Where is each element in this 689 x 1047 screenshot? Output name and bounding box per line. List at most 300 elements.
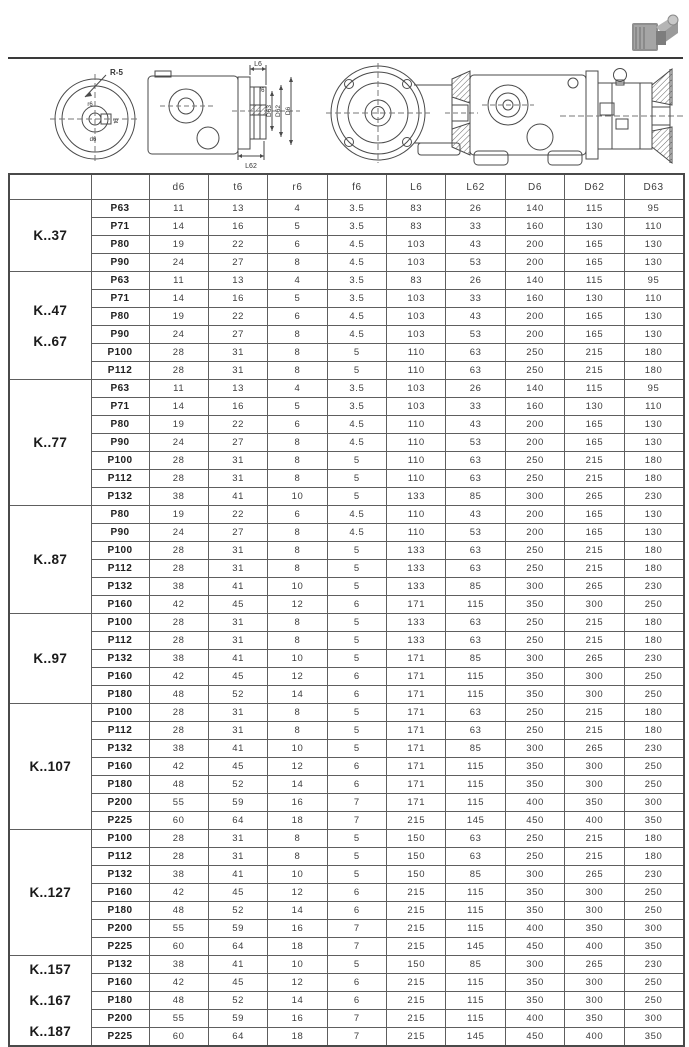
value-cell: 24: [149, 326, 208, 344]
value-cell: 133: [387, 614, 446, 632]
value-cell: 60: [149, 938, 208, 956]
gearmotor-photo-icon: [626, 7, 680, 57]
value-cell: 215: [565, 470, 624, 488]
value-cell: 215: [387, 1010, 446, 1028]
value-cell: 38: [149, 650, 208, 668]
model-cell: P63: [91, 200, 149, 218]
table-row: [9, 452, 684, 470]
table-row: [9, 614, 684, 632]
model-cell: P180: [91, 902, 149, 920]
value-cell: 250: [505, 704, 564, 722]
value-cell: 5: [327, 452, 386, 470]
value-cell: 115: [446, 686, 505, 704]
value-cell: 103: [387, 398, 446, 416]
value-cell: 10: [268, 578, 327, 596]
value-cell: 103: [387, 380, 446, 398]
value-cell: 115: [446, 668, 505, 686]
value-cell: 8: [268, 524, 327, 542]
value-cell: 200: [505, 236, 564, 254]
table-row: [9, 596, 684, 614]
dim-label-D6: D6: [285, 106, 292, 116]
value-cell: 60: [149, 812, 208, 830]
value-cell: 130: [565, 290, 624, 308]
value-cell: 350: [565, 920, 624, 938]
value-cell: 8: [268, 542, 327, 560]
value-cell: 200: [505, 308, 564, 326]
value-cell: 133: [387, 488, 446, 506]
value-cell: 6: [268, 506, 327, 524]
value-cell: 19: [149, 506, 208, 524]
value-cell: 250: [624, 902, 683, 920]
corner-cell-group: [9, 174, 91, 200]
value-cell: 4.5: [327, 434, 386, 452]
value-cell: 28: [149, 848, 208, 866]
value-cell: 150: [387, 956, 446, 974]
model-cell: P100: [91, 614, 149, 632]
value-cell: 200: [505, 524, 564, 542]
value-cell: 28: [149, 362, 208, 380]
value-cell: 5: [327, 650, 386, 668]
technical-drawings: [0, 61, 689, 173]
value-cell: 230: [624, 866, 683, 884]
value-cell: 12: [268, 884, 327, 902]
value-cell: 22: [208, 506, 267, 524]
value-cell: 110: [387, 344, 446, 362]
value-cell: 103: [387, 254, 446, 272]
value-cell: 250: [505, 542, 564, 560]
model-cell: P132: [91, 488, 149, 506]
value-cell: 110: [387, 362, 446, 380]
value-cell: 41: [208, 740, 267, 758]
value-cell: 215: [387, 812, 446, 830]
model-cell: P132: [91, 956, 149, 974]
table-row: [9, 956, 684, 974]
table-row: [9, 632, 684, 650]
value-cell: 171: [387, 722, 446, 740]
value-cell: 11: [149, 200, 208, 218]
value-cell: 7: [327, 812, 386, 830]
value-cell: 6: [327, 974, 386, 992]
gearbox-flange-side-view-drawing: [148, 61, 300, 170]
value-cell: 115: [446, 776, 505, 794]
value-cell: 43: [446, 506, 505, 524]
value-cell: 38: [149, 740, 208, 758]
column-header: D63: [624, 174, 683, 200]
value-cell: 250: [505, 470, 564, 488]
value-cell: 115: [446, 992, 505, 1010]
value-cell: 103: [387, 308, 446, 326]
value-cell: 8: [268, 470, 327, 488]
value-cell: 171: [387, 668, 446, 686]
value-cell: 171: [387, 650, 446, 668]
value-cell: 55: [149, 1010, 208, 1028]
value-cell: 5: [327, 614, 386, 632]
value-cell: 450: [505, 812, 564, 830]
value-cell: 180: [624, 632, 683, 650]
value-cell: 6: [327, 884, 386, 902]
value-cell: 48: [149, 902, 208, 920]
value-cell: 28: [149, 344, 208, 362]
value-cell: 133: [387, 632, 446, 650]
value-cell: 33: [446, 218, 505, 236]
value-cell: 60: [149, 1028, 208, 1047]
value-cell: 230: [624, 578, 683, 596]
dim-table-body: [9, 200, 684, 1047]
value-cell: 400: [505, 794, 564, 812]
dim-label-t6: t6: [114, 118, 120, 124]
table-row: [9, 344, 684, 362]
model-cell: P63: [91, 380, 149, 398]
dim-label-L62: L62: [245, 163, 257, 170]
value-cell: 115: [446, 902, 505, 920]
value-cell: 59: [208, 1010, 267, 1028]
value-cell: 5: [327, 470, 386, 488]
table-row: [9, 434, 684, 452]
value-cell: 250: [505, 848, 564, 866]
column-header: f6: [327, 174, 386, 200]
value-cell: 31: [208, 344, 267, 362]
table-row: [9, 758, 684, 776]
value-cell: 16: [208, 398, 267, 416]
value-cell: 165: [565, 308, 624, 326]
value-cell: 230: [624, 650, 683, 668]
table-row: [9, 650, 684, 668]
value-cell: 130: [624, 308, 683, 326]
value-cell: 16: [208, 218, 267, 236]
table-row: [9, 488, 684, 506]
value-cell: 14: [149, 398, 208, 416]
value-cell: 85: [446, 866, 505, 884]
value-cell: 14: [268, 776, 327, 794]
value-cell: 10: [268, 956, 327, 974]
value-cell: 22: [208, 416, 267, 434]
value-cell: 171: [387, 686, 446, 704]
group-label-cell: K..37: [9, 200, 91, 272]
value-cell: 180: [624, 614, 683, 632]
value-cell: 215: [387, 974, 446, 992]
model-cell: P112: [91, 632, 149, 650]
value-cell: 300: [624, 920, 683, 938]
value-cell: 350: [505, 902, 564, 920]
value-cell: 4: [268, 272, 327, 290]
table-row: [9, 1028, 684, 1047]
value-cell: 215: [387, 1028, 446, 1047]
value-cell: 19: [149, 236, 208, 254]
value-cell: 180: [624, 830, 683, 848]
value-cell: 22: [208, 236, 267, 254]
table-row: [9, 236, 684, 254]
value-cell: 63: [446, 452, 505, 470]
value-cell: 24: [149, 434, 208, 452]
value-cell: 52: [208, 686, 267, 704]
value-cell: 215: [387, 920, 446, 938]
value-cell: 165: [565, 416, 624, 434]
model-cell: P112: [91, 470, 149, 488]
value-cell: 10: [268, 740, 327, 758]
value-cell: 41: [208, 578, 267, 596]
value-cell: 45: [208, 758, 267, 776]
value-cell: 5: [327, 632, 386, 650]
value-cell: 14: [149, 290, 208, 308]
value-cell: 130: [565, 218, 624, 236]
value-cell: 26: [446, 272, 505, 290]
value-cell: 7: [327, 1010, 386, 1028]
table-row: [9, 560, 684, 578]
value-cell: 95: [624, 200, 683, 218]
value-cell: 31: [208, 614, 267, 632]
table-row: [9, 884, 684, 902]
value-cell: 48: [149, 776, 208, 794]
value-cell: 31: [208, 704, 267, 722]
table-row: [9, 866, 684, 884]
value-cell: 300: [565, 974, 624, 992]
value-cell: 160: [505, 290, 564, 308]
model-cell: P90: [91, 326, 149, 344]
model-cell: P112: [91, 722, 149, 740]
value-cell: 171: [387, 794, 446, 812]
group-label-cell: K..157 K..167 K..187: [9, 956, 91, 1047]
value-cell: 52: [208, 902, 267, 920]
model-cell: P71: [91, 398, 149, 416]
value-cell: 26: [446, 380, 505, 398]
value-cell: 31: [208, 848, 267, 866]
value-cell: 31: [208, 632, 267, 650]
value-cell: 265: [565, 740, 624, 758]
value-cell: 8: [268, 362, 327, 380]
value-cell: 350: [505, 884, 564, 902]
value-cell: 5: [268, 290, 327, 308]
value-cell: 53: [446, 434, 505, 452]
shaft-end-view-drawing: [50, 68, 140, 164]
value-cell: 250: [624, 596, 683, 614]
value-cell: 14: [149, 218, 208, 236]
value-cell: 300: [565, 992, 624, 1010]
value-cell: 180: [624, 470, 683, 488]
value-cell: 145: [446, 938, 505, 956]
value-cell: 5: [327, 704, 386, 722]
value-cell: 28: [149, 452, 208, 470]
value-cell: 31: [208, 362, 267, 380]
value-cell: 300: [565, 596, 624, 614]
value-cell: 42: [149, 758, 208, 776]
value-cell: 11: [149, 272, 208, 290]
column-header: L62: [446, 174, 505, 200]
value-cell: 85: [446, 956, 505, 974]
value-cell: 115: [446, 884, 505, 902]
value-cell: 3.5: [327, 380, 386, 398]
value-cell: 48: [149, 992, 208, 1010]
value-cell: 350: [505, 992, 564, 1010]
model-cell: P80: [91, 416, 149, 434]
value-cell: 33: [446, 290, 505, 308]
model-cell: P225: [91, 1028, 149, 1047]
table-row: [9, 722, 684, 740]
value-cell: 83: [387, 272, 446, 290]
value-cell: 11: [149, 380, 208, 398]
group-label-cell: K..97: [9, 614, 91, 704]
value-cell: 33: [446, 398, 505, 416]
value-cell: 4.5: [327, 416, 386, 434]
table-row: [9, 902, 684, 920]
value-cell: 6: [327, 902, 386, 920]
value-cell: 250: [505, 344, 564, 362]
model-cell: P112: [91, 848, 149, 866]
value-cell: 300: [565, 902, 624, 920]
value-cell: 14: [268, 992, 327, 1010]
value-cell: 180: [624, 344, 683, 362]
value-cell: 63: [446, 560, 505, 578]
value-cell: 13: [208, 380, 267, 398]
value-cell: 4.5: [327, 524, 386, 542]
value-cell: 150: [387, 866, 446, 884]
model-cell: P90: [91, 254, 149, 272]
table-row: [9, 668, 684, 686]
value-cell: 43: [446, 416, 505, 434]
column-header: t6: [208, 174, 267, 200]
group-label-cell: K..47 K..67: [9, 272, 91, 380]
value-cell: 8: [268, 326, 327, 344]
value-cell: 215: [387, 938, 446, 956]
value-cell: 130: [565, 398, 624, 416]
value-cell: 200: [505, 416, 564, 434]
value-cell: 41: [208, 650, 267, 668]
value-cell: 6: [268, 308, 327, 326]
model-cell: P80: [91, 506, 149, 524]
value-cell: 130: [624, 416, 683, 434]
table-row: [9, 380, 684, 398]
value-cell: 115: [565, 380, 624, 398]
value-cell: 250: [624, 992, 683, 1010]
value-cell: 8: [268, 632, 327, 650]
model-cell: P71: [91, 290, 149, 308]
table-row: [9, 308, 684, 326]
value-cell: 59: [208, 794, 267, 812]
value-cell: 4.5: [327, 326, 386, 344]
value-cell: 145: [446, 1028, 505, 1047]
table-row: [9, 362, 684, 380]
model-cell: P100: [91, 542, 149, 560]
value-cell: 215: [565, 722, 624, 740]
value-cell: 28: [149, 560, 208, 578]
group-label-cell: K..127: [9, 830, 91, 956]
table-row: [9, 974, 684, 992]
value-cell: 110: [387, 416, 446, 434]
table-row: [9, 578, 684, 596]
value-cell: 400: [565, 1028, 624, 1047]
value-cell: 300: [565, 758, 624, 776]
value-cell: 180: [624, 560, 683, 578]
model-cell: P63: [91, 272, 149, 290]
value-cell: 165: [565, 236, 624, 254]
value-cell: 300: [505, 740, 564, 758]
model-cell: P100: [91, 452, 149, 470]
value-cell: 31: [208, 470, 267, 488]
value-cell: 45: [208, 974, 267, 992]
value-cell: 3.5: [327, 200, 386, 218]
value-cell: 400: [505, 920, 564, 938]
value-cell: 28: [149, 614, 208, 632]
value-cell: 28: [149, 632, 208, 650]
model-cell: P100: [91, 704, 149, 722]
value-cell: 115: [446, 596, 505, 614]
value-cell: 52: [208, 992, 267, 1010]
value-cell: 8: [268, 848, 327, 866]
value-cell: 5: [327, 956, 386, 974]
value-cell: 18: [268, 812, 327, 830]
value-cell: 140: [505, 380, 564, 398]
value-cell: 43: [446, 308, 505, 326]
value-cell: 215: [387, 992, 446, 1010]
value-cell: 63: [446, 542, 505, 560]
value-cell: 215: [565, 452, 624, 470]
value-cell: 115: [446, 794, 505, 812]
value-cell: 350: [505, 776, 564, 794]
value-cell: 215: [565, 704, 624, 722]
value-cell: 350: [565, 794, 624, 812]
value-cell: 55: [149, 794, 208, 812]
value-cell: 250: [624, 884, 683, 902]
value-cell: 28: [149, 830, 208, 848]
value-cell: 133: [387, 578, 446, 596]
value-cell: 64: [208, 1028, 267, 1047]
value-cell: 160: [505, 398, 564, 416]
value-cell: 250: [505, 632, 564, 650]
value-cell: 95: [624, 272, 683, 290]
value-cell: 28: [149, 542, 208, 560]
value-cell: 38: [149, 956, 208, 974]
value-cell: 24: [149, 524, 208, 542]
value-cell: 8: [268, 614, 327, 632]
table-row: [9, 254, 684, 272]
value-cell: 13: [208, 200, 267, 218]
value-cell: 165: [565, 254, 624, 272]
value-cell: 5: [327, 830, 386, 848]
value-cell: 115: [565, 272, 624, 290]
value-cell: 110: [387, 524, 446, 542]
table-row: [9, 848, 684, 866]
value-cell: 14: [268, 686, 327, 704]
value-cell: 130: [624, 254, 683, 272]
value-cell: 215: [565, 614, 624, 632]
value-cell: 200: [505, 254, 564, 272]
value-cell: 48: [149, 686, 208, 704]
value-cell: 215: [565, 344, 624, 362]
value-cell: 180: [624, 452, 683, 470]
value-cell: 43: [446, 236, 505, 254]
value-cell: 28: [149, 704, 208, 722]
model-cell: P160: [91, 668, 149, 686]
value-cell: 180: [624, 722, 683, 740]
column-header: D6: [505, 174, 564, 200]
value-cell: 133: [387, 542, 446, 560]
table-row: [9, 830, 684, 848]
value-cell: 300: [505, 866, 564, 884]
value-cell: 300: [565, 668, 624, 686]
value-cell: 215: [387, 884, 446, 902]
value-cell: 13: [208, 272, 267, 290]
value-cell: 83: [387, 218, 446, 236]
value-cell: 400: [565, 812, 624, 830]
value-cell: 6: [327, 596, 386, 614]
value-cell: 115: [446, 758, 505, 776]
value-cell: 42: [149, 974, 208, 992]
value-cell: 6: [327, 758, 386, 776]
value-cell: 16: [268, 794, 327, 812]
value-cell: 63: [446, 848, 505, 866]
value-cell: 3.5: [327, 218, 386, 236]
model-cell: P100: [91, 344, 149, 362]
value-cell: 85: [446, 578, 505, 596]
